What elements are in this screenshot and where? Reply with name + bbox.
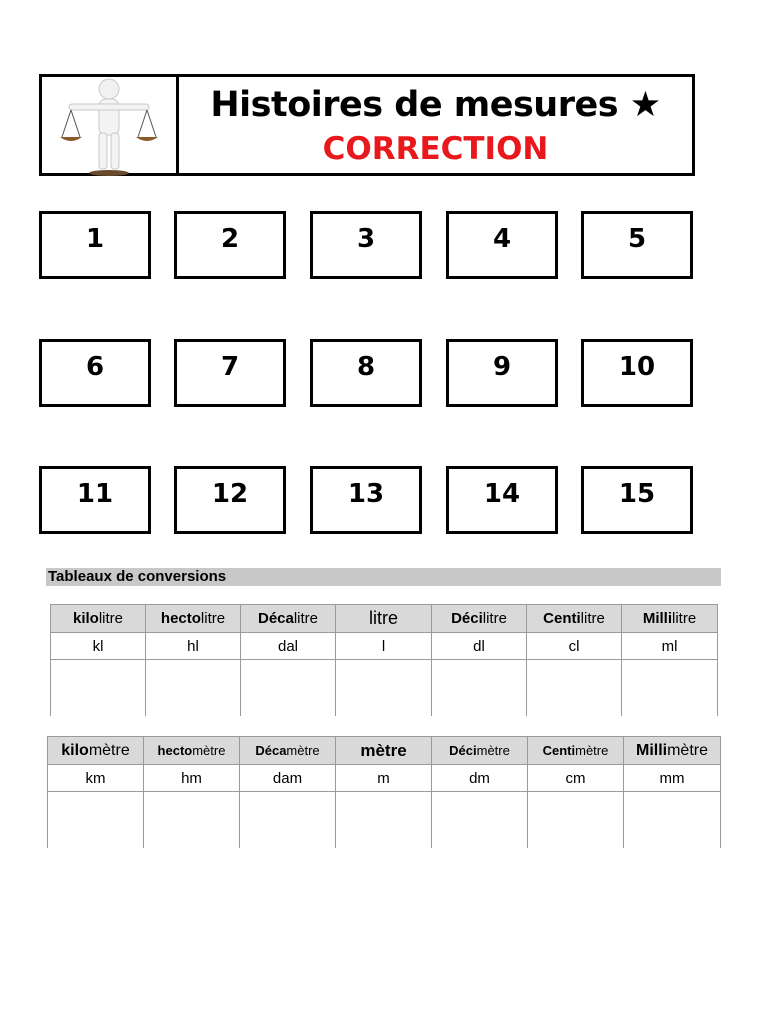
header-centilitre: Centilitre (527, 605, 622, 633)
header-kilometre: kilomètre (48, 737, 144, 765)
abbr-dam: dam (240, 765, 336, 792)
answer-box-14: 14 (446, 466, 558, 534)
blank-cell (527, 660, 622, 717)
answer-box-15: 15 (581, 466, 693, 534)
header-millilitre: Millilitre (622, 605, 718, 633)
answer-box-5: 5 (581, 211, 693, 279)
title-cell (179, 77, 692, 173)
blank-cell (528, 792, 624, 849)
logo-cell (42, 77, 179, 173)
header-metre: mètre (336, 737, 432, 765)
answer-box-1: 1 (39, 211, 151, 279)
header-decilitre: Décilitre (432, 605, 527, 633)
abbr-hl: hl (146, 633, 241, 660)
answer-box-6: 6 (39, 339, 151, 407)
answer-box-9: 9 (446, 339, 558, 407)
blank-cell (432, 792, 528, 849)
header-hectolitre: hectolitre (146, 605, 241, 633)
page-title: Histoires de mesures ★ (210, 85, 661, 125)
answer-box-13: 13 (310, 466, 422, 534)
blank-cell (144, 792, 240, 849)
abbr-ml: ml (622, 633, 718, 660)
answer-box-8: 8 (310, 339, 422, 407)
abbr-hm: hm (144, 765, 240, 792)
worksheet-header (39, 74, 695, 176)
abbr-l: l (336, 633, 432, 660)
header-decalitre: Décalitre (241, 605, 336, 633)
header-decimetre: Décimètre (432, 737, 528, 765)
abbr-cl: cl (527, 633, 622, 660)
header-centimetre: Centimètre (528, 737, 624, 765)
header-hectometre: hectomètre (144, 737, 240, 765)
header-kilolitre: kilolitre (51, 605, 146, 633)
answer-box-4: 4 (446, 211, 558, 279)
blank-cell (146, 660, 241, 717)
conversions-title: Tableaux de conversions (46, 568, 721, 586)
blank-cell (48, 792, 144, 849)
correction-label: CORRECTION (322, 131, 549, 167)
answer-box-11: 11 (39, 466, 151, 534)
blank-cell (624, 792, 721, 849)
header-millimetre: Millimètre (624, 737, 721, 765)
blank-cell (336, 792, 432, 849)
abbr-dm: dm (432, 765, 528, 792)
answer-box-10: 10 (581, 339, 693, 407)
blank-cell (622, 660, 718, 717)
blank-cell (432, 660, 527, 717)
answer-box-2: 2 (174, 211, 286, 279)
abbr-dl: dl (432, 633, 527, 660)
abbr-mm: mm (624, 765, 721, 792)
abbr-kl: kl (51, 633, 146, 660)
litre-conversion-table (50, 604, 718, 716)
answer-box-12: 12 (174, 466, 286, 534)
abbr-km: km (48, 765, 144, 792)
abbr-dal: dal (241, 633, 336, 660)
blank-cell (240, 792, 336, 849)
abbr-m: m (336, 765, 432, 792)
answer-box-7: 7 (174, 339, 286, 407)
blank-cell (51, 660, 146, 717)
header-decametre: Décamètre (240, 737, 336, 765)
blank-cell (241, 660, 336, 717)
abbr-cm: cm (528, 765, 624, 792)
header-litre: litre (336, 605, 432, 633)
balance-scale-figure-icon (59, 77, 159, 177)
blank-cell (336, 660, 432, 717)
answer-box-3: 3 (310, 211, 422, 279)
metre-conversion-table (47, 736, 721, 848)
